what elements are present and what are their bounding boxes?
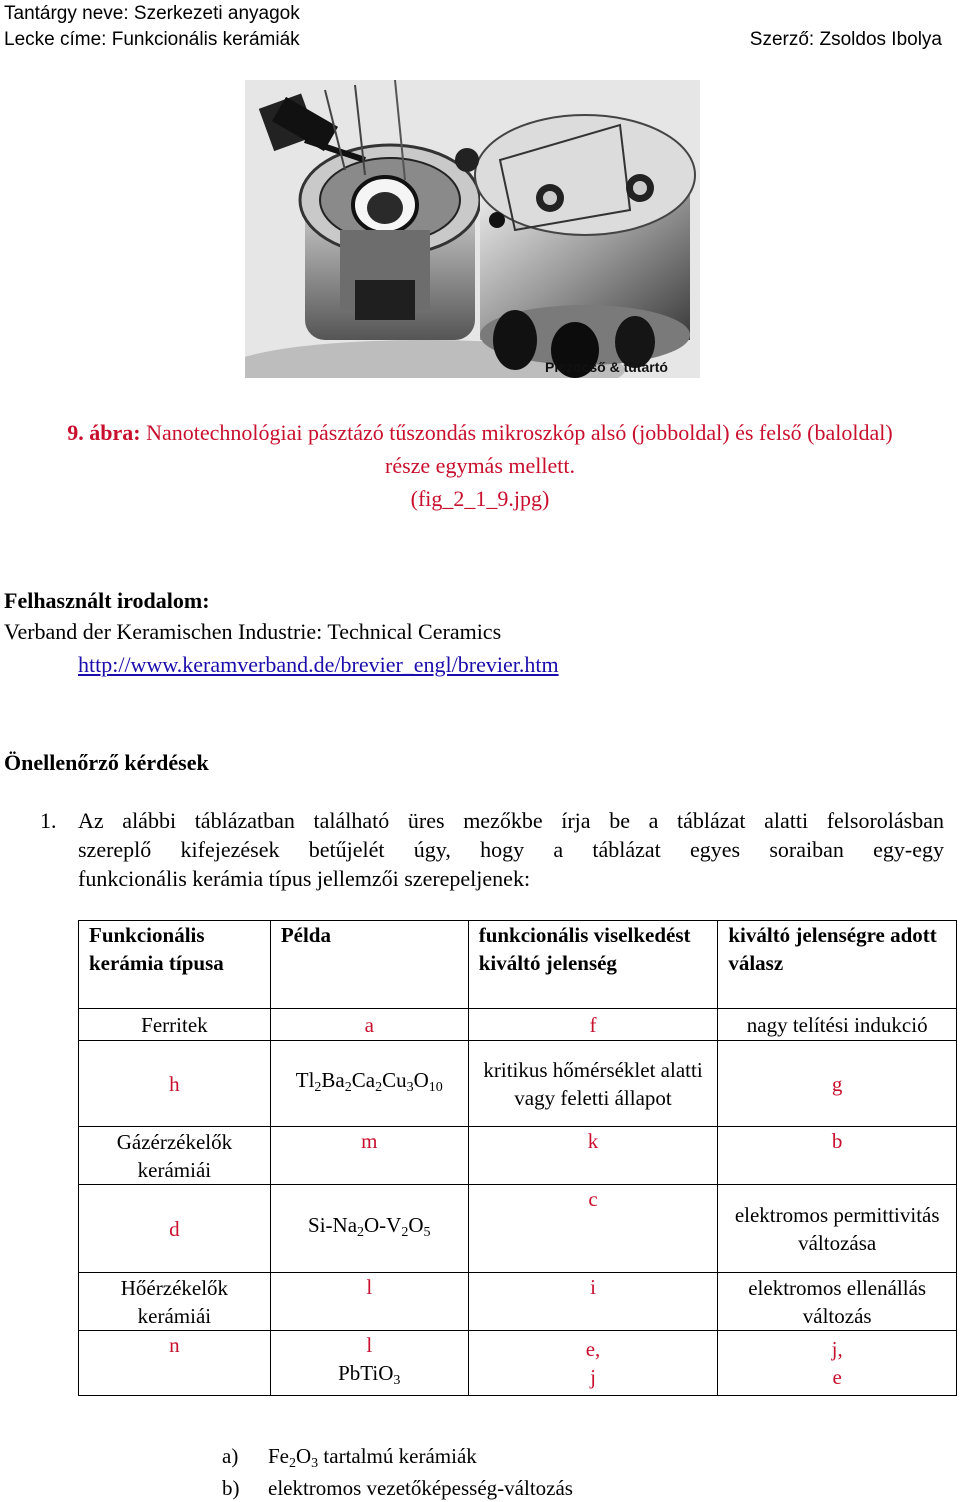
cell-letter: j xyxy=(590,1365,596,1389)
photo-label: Piezocső & tűtartó xyxy=(545,359,668,375)
cell-letter: m xyxy=(270,1127,468,1185)
header-type: Funkcionális kerámia típusa xyxy=(79,921,271,1009)
formula-sub: 2 xyxy=(314,1079,322,1095)
cell xyxy=(718,1331,957,1396)
formula-sub: 3 xyxy=(406,1079,414,1095)
ceramics-table xyxy=(78,920,957,1396)
cell xyxy=(468,1331,718,1396)
question-line3: funkcionális kerámia típus jellemzői szerepeljenek: xyxy=(78,866,531,891)
cell-letter: i xyxy=(468,1273,718,1331)
table-row xyxy=(79,1331,957,1396)
list-item xyxy=(222,1475,573,1501)
cell-letter: a xyxy=(270,1009,468,1041)
list-text: tartalmú kerámiák xyxy=(318,1444,477,1468)
list-key: b) xyxy=(222,1476,240,1500)
cell-letter: l xyxy=(366,1333,373,1357)
cell-formula xyxy=(270,1185,468,1273)
cell: Gázérzékelők kerámiái xyxy=(79,1127,271,1185)
question-number: 1. xyxy=(40,808,57,833)
formula-sub: 10 xyxy=(428,1079,443,1095)
cell-letter: j, xyxy=(831,1337,843,1361)
lesson-title: Lecke címe: Funkcionális kerámiák xyxy=(4,29,300,50)
formula-sub: 2 xyxy=(401,1224,409,1240)
microscope-photo xyxy=(245,80,700,378)
references-heading: Felhasznált irodalom: xyxy=(4,588,210,613)
question-line2: szereplő kifejezések betűjelét úgy, hogy a táblázat egyes soraiban egy-egy xyxy=(78,837,944,862)
caption-line1: Nanotechnológiai pásztázó tűszondás mikroszkóp alsó (jobboldal) és felső (baloldal) xyxy=(146,420,893,445)
cell-letter: n xyxy=(79,1331,271,1396)
cell-letter: e xyxy=(832,1365,842,1389)
table-row xyxy=(79,1185,957,1273)
formula-part: Tl xyxy=(295,1067,315,1092)
figure-caption xyxy=(0,420,960,446)
formula-part: Cu xyxy=(382,1067,407,1092)
cell-letter: d xyxy=(79,1185,271,1273)
formula-part: O xyxy=(413,1067,429,1092)
list-sub: 2 xyxy=(289,1456,296,1471)
formula-part: Ca xyxy=(351,1067,376,1092)
reference-item: Verband der Keramischen Industrie: Technical Ceramics xyxy=(4,619,502,644)
cell-letter: k xyxy=(468,1127,718,1185)
reference-link[interactable]: http://www.keramverband.de/brevier_engl/brevier.htm xyxy=(78,652,559,677)
cell: elektromos ellenállás változás xyxy=(718,1273,957,1331)
list-text: O xyxy=(296,1444,312,1468)
list-text: Fe xyxy=(268,1444,289,1468)
cell-letter: h xyxy=(79,1041,271,1127)
cell: elektromos permittivitás változása xyxy=(718,1185,957,1273)
author-name: Szerző: Zsoldos Ibolya xyxy=(749,29,942,50)
cell-letter: f xyxy=(468,1009,718,1041)
table-row xyxy=(79,1127,957,1185)
subject-name: Tantárgy neve: Szerkezeti anyagok xyxy=(4,3,300,24)
formula-sub: 2 xyxy=(357,1224,365,1240)
caption-line2: része egymás mellett. xyxy=(385,453,575,478)
cell: nagy telítési indukció xyxy=(718,1009,957,1041)
cell-letter: l xyxy=(270,1273,468,1331)
list-key: a) xyxy=(222,1444,239,1468)
cell-letter: e, xyxy=(585,1337,601,1361)
list-sub: 3 xyxy=(311,1456,319,1471)
formula-part: Si-Na xyxy=(308,1212,358,1237)
caption-prefix: 9. ábra: xyxy=(67,420,141,445)
formula-sub: 2 xyxy=(375,1079,383,1095)
cell-letter: b xyxy=(718,1127,957,1185)
header-example: Példa xyxy=(270,921,468,1009)
table-header-row xyxy=(79,921,957,1009)
list-item xyxy=(222,1443,477,1477)
formula-sub: 3 xyxy=(393,1373,401,1388)
list-text: elektromos vezetőképesség-változás xyxy=(268,1476,573,1500)
quiz-heading: Önellenőrző kérdések xyxy=(4,750,209,775)
table-row xyxy=(79,1041,957,1127)
cell: kritikus hőmérséklet alatti vagy feletti állapot xyxy=(468,1041,718,1127)
table-row xyxy=(79,1009,957,1041)
formula-sub: 5 xyxy=(423,1224,431,1240)
cell-formula xyxy=(270,1331,468,1396)
formula-part: Ba xyxy=(321,1067,345,1092)
formula-part: O xyxy=(408,1212,424,1237)
question-line1: Az alábbi táblázatban található üres mezőkbe írja be a táblázat alatti felsorolásban xyxy=(78,808,944,833)
cell-formula xyxy=(270,1041,468,1127)
cell: Ferritek xyxy=(79,1009,271,1041)
header-phenomenon: funkcionális viselkedést kiváltó jelenség xyxy=(468,921,718,1009)
formula-part: PbTiO xyxy=(338,1361,394,1385)
header-response: kiváltó jelenségre adott válasz xyxy=(718,921,957,1009)
caption-file: (fig_2_1_9.jpg) xyxy=(410,486,550,511)
cell-letter: g xyxy=(718,1041,957,1127)
table-row xyxy=(79,1273,957,1331)
cell: Hőérzékelők kerámiái xyxy=(79,1273,271,1331)
formula-sub: 2 xyxy=(344,1079,352,1095)
cell-letter: c xyxy=(468,1185,718,1273)
formula-part: O-V xyxy=(364,1212,402,1237)
